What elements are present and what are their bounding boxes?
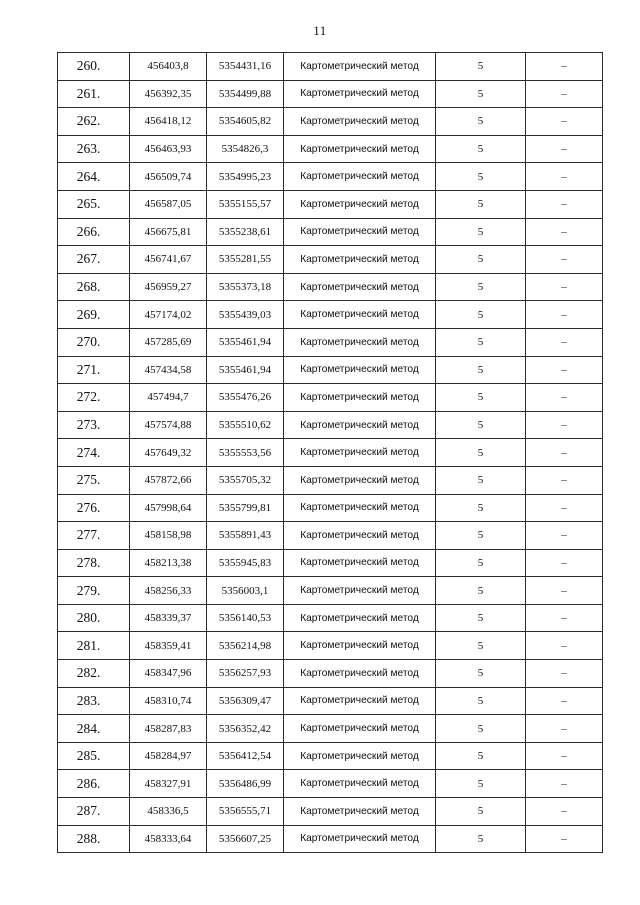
table-row [58, 108, 603, 136]
y-coordinate-cell: 5355945,83 [207, 549, 284, 577]
point-number-cell: 288. [58, 825, 130, 853]
table-row [58, 53, 603, 81]
x-coordinate-cell: 456418,12 [130, 108, 207, 136]
table-row [58, 522, 603, 550]
method-cell: Картометрический метод [284, 522, 436, 550]
note-cell: – [526, 494, 603, 522]
y-coordinate-cell: 5356214,98 [207, 632, 284, 660]
x-coordinate-cell: 456675,81 [130, 218, 207, 246]
table-row [58, 825, 603, 853]
accuracy-cell: 5 [436, 301, 526, 329]
point-number-cell: 266. [58, 218, 130, 246]
table-row [58, 687, 603, 715]
accuracy-cell: 5 [436, 604, 526, 632]
table-row [58, 273, 603, 301]
x-coordinate-cell: 457998,64 [130, 494, 207, 522]
accuracy-cell: 5 [436, 798, 526, 826]
method-cell: Картометрический метод [284, 439, 436, 467]
y-coordinate-cell: 5355461,94 [207, 328, 284, 356]
note-cell: – [526, 328, 603, 356]
x-coordinate-cell: 456959,27 [130, 273, 207, 301]
x-coordinate-cell: 457494,7 [130, 384, 207, 412]
table-row [58, 163, 603, 191]
note-cell: – [526, 218, 603, 246]
point-number-cell: 262. [58, 108, 130, 136]
point-number-cell: 269. [58, 301, 130, 329]
table-row [58, 549, 603, 577]
method-cell: Картометрический метод [284, 301, 436, 329]
x-coordinate-cell: 458310,74 [130, 687, 207, 715]
method-cell: Картометрический метод [284, 273, 436, 301]
accuracy-cell: 5 [436, 577, 526, 605]
y-coordinate-cell: 5355155,57 [207, 190, 284, 218]
table-row [58, 798, 603, 826]
method-cell: Картометрический метод [284, 798, 436, 826]
y-coordinate-cell: 5355476,26 [207, 384, 284, 412]
accuracy-cell: 5 [436, 246, 526, 274]
x-coordinate-cell: 457872,66 [130, 466, 207, 494]
note-cell: – [526, 301, 603, 329]
accuracy-cell: 5 [436, 135, 526, 163]
accuracy-cell: 5 [436, 715, 526, 743]
table-row [58, 439, 603, 467]
method-cell: Картометрический метод [284, 53, 436, 81]
point-number-cell: 263. [58, 135, 130, 163]
point-number-cell: 285. [58, 742, 130, 770]
y-coordinate-cell: 5354431,16 [207, 53, 284, 81]
x-coordinate-cell: 458359,41 [130, 632, 207, 660]
point-number-cell: 287. [58, 798, 130, 826]
point-number-cell: 276. [58, 494, 130, 522]
x-coordinate-cell: 458284,97 [130, 742, 207, 770]
accuracy-cell: 5 [436, 522, 526, 550]
accuracy-cell: 5 [436, 770, 526, 798]
method-cell: Картометрический метод [284, 80, 436, 108]
method-cell: Картометрический метод [284, 218, 436, 246]
table-row [58, 135, 603, 163]
table-row [58, 660, 603, 688]
x-coordinate-cell: 458333,64 [130, 825, 207, 853]
table-row [58, 577, 603, 605]
x-coordinate-cell: 458327,91 [130, 770, 207, 798]
accuracy-cell: 5 [436, 660, 526, 688]
point-number-cell: 281. [58, 632, 130, 660]
x-coordinate-cell: 456741,67 [130, 246, 207, 274]
y-coordinate-cell: 5354605,82 [207, 108, 284, 136]
method-cell: Картометрический метод [284, 687, 436, 715]
note-cell: – [526, 384, 603, 412]
method-cell: Картометрический метод [284, 135, 436, 163]
y-coordinate-cell: 5354995,23 [207, 163, 284, 191]
table-row [58, 190, 603, 218]
accuracy-cell: 5 [436, 384, 526, 412]
note-cell: – [526, 356, 603, 384]
x-coordinate-cell: 457574,88 [130, 411, 207, 439]
y-coordinate-cell: 5356607,25 [207, 825, 284, 853]
y-coordinate-cell: 5356257,93 [207, 660, 284, 688]
point-number-cell: 271. [58, 356, 130, 384]
table-row [58, 770, 603, 798]
table-row [58, 80, 603, 108]
y-coordinate-cell: 5356486,99 [207, 770, 284, 798]
note-cell: – [526, 411, 603, 439]
point-number-cell: 270. [58, 328, 130, 356]
note-cell: – [526, 715, 603, 743]
point-number-cell: 282. [58, 660, 130, 688]
table-row [58, 466, 603, 494]
accuracy-cell: 5 [436, 439, 526, 467]
x-coordinate-cell: 457174,02 [130, 301, 207, 329]
y-coordinate-cell: 5355238,61 [207, 218, 284, 246]
accuracy-cell: 5 [436, 356, 526, 384]
note-cell: – [526, 273, 603, 301]
y-coordinate-cell: 5356003,1 [207, 577, 284, 605]
method-cell: Картометрический метод [284, 108, 436, 136]
x-coordinate-cell: 458158,98 [130, 522, 207, 550]
note-cell: – [526, 246, 603, 274]
note-cell: – [526, 108, 603, 136]
method-cell: Картометрический метод [284, 163, 436, 191]
point-number-cell: 264. [58, 163, 130, 191]
method-cell: Картометрический метод [284, 384, 436, 412]
note-cell: – [526, 466, 603, 494]
method-cell: Картометрический метод [284, 328, 436, 356]
accuracy-cell: 5 [436, 742, 526, 770]
note-cell: – [526, 577, 603, 605]
x-coordinate-cell: 457285,69 [130, 328, 207, 356]
point-number-cell: 279. [58, 577, 130, 605]
note-cell: – [526, 80, 603, 108]
x-coordinate-cell: 458256,33 [130, 577, 207, 605]
note-cell: – [526, 439, 603, 467]
y-coordinate-cell: 5355510,62 [207, 411, 284, 439]
y-coordinate-cell: 5356412,54 [207, 742, 284, 770]
point-number-cell: 274. [58, 439, 130, 467]
note-cell: – [526, 135, 603, 163]
x-coordinate-cell: 458336,5 [130, 798, 207, 826]
accuracy-cell: 5 [436, 218, 526, 246]
point-number-cell: 267. [58, 246, 130, 274]
y-coordinate-cell: 5354499,88 [207, 80, 284, 108]
accuracy-cell: 5 [436, 549, 526, 577]
method-cell: Картометрический метод [284, 494, 436, 522]
x-coordinate-cell: 456403,8 [130, 53, 207, 81]
note-cell: – [526, 522, 603, 550]
x-coordinate-cell: 456587,05 [130, 190, 207, 218]
x-coordinate-cell: 456392,35 [130, 80, 207, 108]
method-cell: Картометрический метод [284, 660, 436, 688]
accuracy-cell: 5 [436, 53, 526, 81]
accuracy-cell: 5 [436, 108, 526, 136]
note-cell: – [526, 742, 603, 770]
accuracy-cell: 5 [436, 466, 526, 494]
accuracy-cell: 5 [436, 411, 526, 439]
x-coordinate-cell: 456463,93 [130, 135, 207, 163]
point-number-cell: 273. [58, 411, 130, 439]
note-cell: – [526, 687, 603, 715]
x-coordinate-cell: 456509,74 [130, 163, 207, 191]
table-row [58, 632, 603, 660]
table-row [58, 384, 603, 412]
table-row [58, 742, 603, 770]
point-number-cell: 265. [58, 190, 130, 218]
table-row [58, 301, 603, 329]
note-cell: – [526, 53, 603, 81]
method-cell: Картометрический метод [284, 742, 436, 770]
accuracy-cell: 5 [436, 825, 526, 853]
table-row [58, 494, 603, 522]
y-coordinate-cell: 5355281,55 [207, 246, 284, 274]
table-row [58, 715, 603, 743]
note-cell: – [526, 798, 603, 826]
method-cell: Картометрический метод [284, 604, 436, 632]
table-row [58, 356, 603, 384]
y-coordinate-cell: 5355461,94 [207, 356, 284, 384]
method-cell: Картометрический метод [284, 770, 436, 798]
table-row [58, 328, 603, 356]
y-coordinate-cell: 5356352,42 [207, 715, 284, 743]
y-coordinate-cell: 5356140,53 [207, 604, 284, 632]
y-coordinate-cell: 5355553,56 [207, 439, 284, 467]
point-number-cell: 268. [58, 273, 130, 301]
point-number-cell: 261. [58, 80, 130, 108]
x-coordinate-cell: 458339,37 [130, 604, 207, 632]
y-coordinate-cell: 5355705,32 [207, 466, 284, 494]
point-number-cell: 275. [58, 466, 130, 494]
accuracy-cell: 5 [436, 80, 526, 108]
accuracy-cell: 5 [436, 328, 526, 356]
point-number-cell: 284. [58, 715, 130, 743]
note-cell: – [526, 549, 603, 577]
y-coordinate-cell: 5355439,03 [207, 301, 284, 329]
x-coordinate-cell: 458213,38 [130, 549, 207, 577]
y-coordinate-cell: 5355891,43 [207, 522, 284, 550]
accuracy-cell: 5 [436, 190, 526, 218]
x-coordinate-cell: 457434,58 [130, 356, 207, 384]
note-cell: – [526, 632, 603, 660]
page-number: 11 [313, 23, 327, 38]
table-row [58, 604, 603, 632]
accuracy-cell: 5 [436, 687, 526, 715]
accuracy-cell: 5 [436, 632, 526, 660]
x-coordinate-cell: 458347,96 [130, 660, 207, 688]
method-cell: Картометрический метод [284, 715, 436, 743]
note-cell: – [526, 825, 603, 853]
method-cell: Картометрический метод [284, 356, 436, 384]
table-row [58, 411, 603, 439]
point-number-cell: 286. [58, 770, 130, 798]
x-coordinate-cell: 457649,32 [130, 439, 207, 467]
accuracy-cell: 5 [436, 273, 526, 301]
y-coordinate-cell: 5354826,3 [207, 135, 284, 163]
point-number-cell: 283. [58, 687, 130, 715]
method-cell: Картометрический метод [284, 632, 436, 660]
method-cell: Картометрический метод [284, 190, 436, 218]
method-cell: Картометрический метод [284, 549, 436, 577]
y-coordinate-cell: 5355799,81 [207, 494, 284, 522]
point-number-cell: 260. [58, 53, 130, 81]
method-cell: Картометрический метод [284, 577, 436, 605]
point-number-cell: 277. [58, 522, 130, 550]
method-cell: Картометрический метод [284, 246, 436, 274]
y-coordinate-cell: 5356555,71 [207, 798, 284, 826]
accuracy-cell: 5 [436, 163, 526, 191]
coordinates-table-body [58, 53, 603, 853]
note-cell: – [526, 163, 603, 191]
note-cell: – [526, 770, 603, 798]
point-number-cell: 280. [58, 604, 130, 632]
y-coordinate-cell: 5355373,18 [207, 273, 284, 301]
note-cell: – [526, 190, 603, 218]
coordinates-table [57, 52, 603, 853]
table-row [58, 218, 603, 246]
point-number-cell: 278. [58, 549, 130, 577]
accuracy-cell: 5 [436, 494, 526, 522]
method-cell: Картометрический метод [284, 466, 436, 494]
table-row [58, 246, 603, 274]
note-cell: – [526, 604, 603, 632]
point-number-cell: 272. [58, 384, 130, 412]
x-coordinate-cell: 458287,83 [130, 715, 207, 743]
method-cell: Картометрический метод [284, 411, 436, 439]
method-cell: Картометрический метод [284, 825, 436, 853]
note-cell: – [526, 660, 603, 688]
y-coordinate-cell: 5356309,47 [207, 687, 284, 715]
